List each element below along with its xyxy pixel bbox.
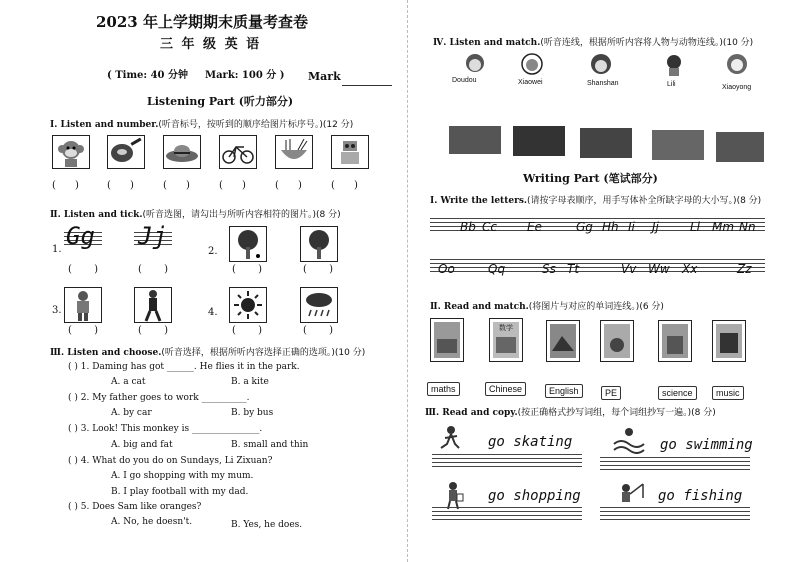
section-title: Ⅰ. Write the letters. <box>430 196 528 206</box>
letters-row-2 <box>430 256 770 282</box>
robot-picture <box>331 135 369 169</box>
answer-paren[interactable]: ( ) <box>232 264 263 275</box>
question-1: ( ) 1. Daming has got ______. He flies it in the park. <box>68 362 300 372</box>
letter: Ll <box>690 220 701 234</box>
word-chinese[interactable]: Chinese <box>485 382 526 396</box>
character-lili <box>663 52 685 79</box>
writing-lines[interactable] <box>432 454 582 470</box>
word-science[interactable]: science <box>658 386 697 400</box>
character-shanshan <box>588 52 614 79</box>
answer-paren[interactable]: ( ) <box>303 325 334 336</box>
section-instructions: (听音选图，请勾出与所听内容相符的图片。)(8 分) <box>142 210 341 220</box>
letter: Mm <box>712 220 735 234</box>
section-2-heading <box>50 207 341 220</box>
word-pe[interactable]: PE <box>601 386 621 400</box>
textbook-picture <box>546 320 580 362</box>
option-a[interactable]: A. big and fat <box>111 440 173 450</box>
name-xiaoyong: Xiaoyong <box>722 84 752 91</box>
item-number: 2. <box>208 246 218 257</box>
animal-picture <box>513 126 565 156</box>
letter: Tt <box>567 262 580 276</box>
bicycle-picture <box>219 135 257 169</box>
section-title: Ⅲ. Read and copy. <box>425 408 518 418</box>
time-label: ( Time: 40 分钟 <box>107 70 188 81</box>
monkey-picture <box>52 135 90 169</box>
letter: Jj <box>652 220 659 234</box>
book-label: 数学 <box>499 324 513 332</box>
word-english[interactable]: English <box>545 384 583 398</box>
letter: Hh <box>602 220 619 234</box>
listening-part-heading: Listening Part (听力部分) <box>147 95 294 108</box>
section-3-heading <box>50 345 365 358</box>
letter: Ee <box>527 220 542 234</box>
item-number: 4. <box>208 307 218 318</box>
answer-paren[interactable]: ( ) <box>219 180 246 191</box>
writing-section-1-heading <box>430 193 761 206</box>
character-xiaoyong <box>725 52 749 79</box>
noodles-picture <box>275 135 313 169</box>
skating-icon <box>437 424 463 457</box>
exam-subtitle: 三 年 级 英 语 <box>160 37 262 52</box>
section-instructions: (听音连线，根据所听内容将人物与动物连线。)(10 分) <box>540 38 754 48</box>
phrase-go-swimming: go swimming <box>660 437 753 453</box>
man-walking-picture <box>134 287 172 323</box>
option-a[interactable]: A. by car <box>111 408 152 418</box>
sun-picture <box>229 287 267 323</box>
letter-gg: Gg <box>66 222 95 250</box>
mark-label: Mark <box>308 70 341 83</box>
textbook-picture <box>600 320 634 362</box>
writing-section-3-heading <box>425 405 716 418</box>
answer-paren[interactable]: ( ) <box>303 264 334 275</box>
phrase-go-shopping: go shopping <box>488 488 581 504</box>
exam-title: 2023 年上学期期末质量考查卷 <box>96 13 308 31</box>
question-5: ( ) 5. Does Sam like oranges? <box>68 502 202 512</box>
item-number: 1. <box>52 244 62 255</box>
letter: Gg <box>576 220 593 234</box>
option-b[interactable]: B. by bus <box>231 408 274 418</box>
word-maths[interactable]: maths <box>427 382 460 396</box>
question-4: ( ) 4. What do you do on Sundays, Li Zixuan? <box>68 456 273 466</box>
letter: Oo <box>438 262 455 276</box>
section-title: Ⅳ. Listen and match. <box>433 38 541 48</box>
textbook-picture <box>658 320 692 362</box>
rain-cloud-picture <box>300 287 338 323</box>
letter: Bb <box>460 220 476 234</box>
section-1-heading <box>50 117 353 130</box>
letter-jj: Jj <box>138 222 167 250</box>
boy-with-bag-picture <box>64 287 102 323</box>
section-instructions: (请按字母表顺序，用手写体补全所缺字母的大小写。)(8 分) <box>527 196 762 206</box>
option-a[interactable]: A. I go shopping with my mum. <box>111 471 254 481</box>
option-b[interactable]: B. Yes, he does. <box>231 520 303 530</box>
section-instructions: (将图片与对应的单词连线。)(6 分) <box>528 302 664 312</box>
letter: Zz <box>737 262 752 276</box>
phrase-go-fishing: go fishing <box>658 488 743 504</box>
phrase-go-skating: go skating <box>488 434 573 450</box>
letter: Cc <box>482 220 497 234</box>
tree-picture <box>300 226 338 262</box>
section-4-heading <box>433 35 753 48</box>
answer-paren[interactable]: ( ) <box>275 180 302 191</box>
swimming-icon <box>612 424 646 457</box>
answer-paren[interactable]: ( ) <box>138 264 169 275</box>
mark-blank[interactable] <box>342 85 392 86</box>
hat-picture <box>163 135 201 169</box>
total-mark-label: Mark: 100 分 ) <box>205 70 285 81</box>
section-title: Ⅰ. Listen and number. <box>50 120 159 130</box>
letter: Qq <box>488 262 506 276</box>
section-instructions: (听音选择，根据所听内容选择正确的选项。)(10 分) <box>161 348 366 358</box>
answer-paren[interactable]: ( ) <box>232 325 263 336</box>
name-xiaowei: Xiaowei <box>518 79 543 86</box>
textbook-picture <box>712 320 746 362</box>
section-title: Ⅱ. Listen and tick. <box>50 210 143 220</box>
letter: Xx <box>682 262 698 276</box>
page-divider <box>407 0 408 562</box>
name-shanshan: Shanshan <box>587 80 619 87</box>
writing-part-heading: Writing Part (笔试部分) <box>523 172 658 185</box>
answer-paren[interactable]: ( ) <box>138 325 169 336</box>
animal-picture <box>449 126 501 154</box>
animal-picture <box>716 132 764 162</box>
letters-row-1 <box>430 215 770 241</box>
letter: Nn <box>739 220 756 234</box>
writing-section-2-heading <box>430 299 664 312</box>
option-b[interactable]: B. small and thin <box>231 440 309 450</box>
animal-picture <box>580 128 632 158</box>
answer-paren[interactable]: ( ) <box>163 180 190 191</box>
writing-lines[interactable] <box>432 507 582 523</box>
answer-paren[interactable]: ( ) <box>52 180 79 191</box>
answer-paren[interactable]: ( ) <box>68 264 99 275</box>
item-number: 3. <box>52 305 62 316</box>
option-a[interactable]: A. a cat <box>111 377 146 387</box>
animal-picture <box>652 130 704 160</box>
character-doudou <box>463 52 487 79</box>
textbook-picture <box>489 318 523 362</box>
letter: Ss <box>542 262 556 276</box>
option-a[interactable]: A. No, he doesn't. <box>111 517 193 527</box>
letter: Ww <box>648 262 670 276</box>
character-xiaowei <box>520 52 544 79</box>
textbook-picture <box>430 318 464 362</box>
option-b[interactable]: B. a kite <box>231 377 269 387</box>
frying-pan-picture <box>107 135 145 169</box>
section-instructions: (听音标号，按听到的顺序给图片标序号。)(12 分) <box>158 120 354 130</box>
answer-paren[interactable]: ( ) <box>68 325 99 336</box>
option-b[interactable]: B. I play football with my dad. <box>111 487 249 497</box>
question-3: ( ) 3. Look! This monkey is _______________. <box>68 424 263 434</box>
word-music[interactable]: music <box>712 386 744 400</box>
section-title: Ⅲ. Listen and choose. <box>50 348 162 358</box>
question-2: ( ) 2. My father goes to work __________. <box>68 393 250 403</box>
answer-paren[interactable]: ( ) <box>107 180 134 191</box>
name-doudou: Doudou <box>452 77 477 84</box>
name-lili: Lili <box>667 81 676 88</box>
writing-lines[interactable] <box>600 507 750 523</box>
letter: Ii <box>628 220 635 234</box>
answer-paren[interactable]: ( ) <box>331 180 358 191</box>
section-instructions: (按正确格式抄写词组，每个词组抄写一遍。)(8 分) <box>517 408 716 418</box>
letter: Vv <box>621 262 637 276</box>
tree-picture <box>229 226 267 262</box>
writing-lines[interactable] <box>600 457 750 473</box>
section-title: Ⅱ. Read and match. <box>430 302 529 312</box>
